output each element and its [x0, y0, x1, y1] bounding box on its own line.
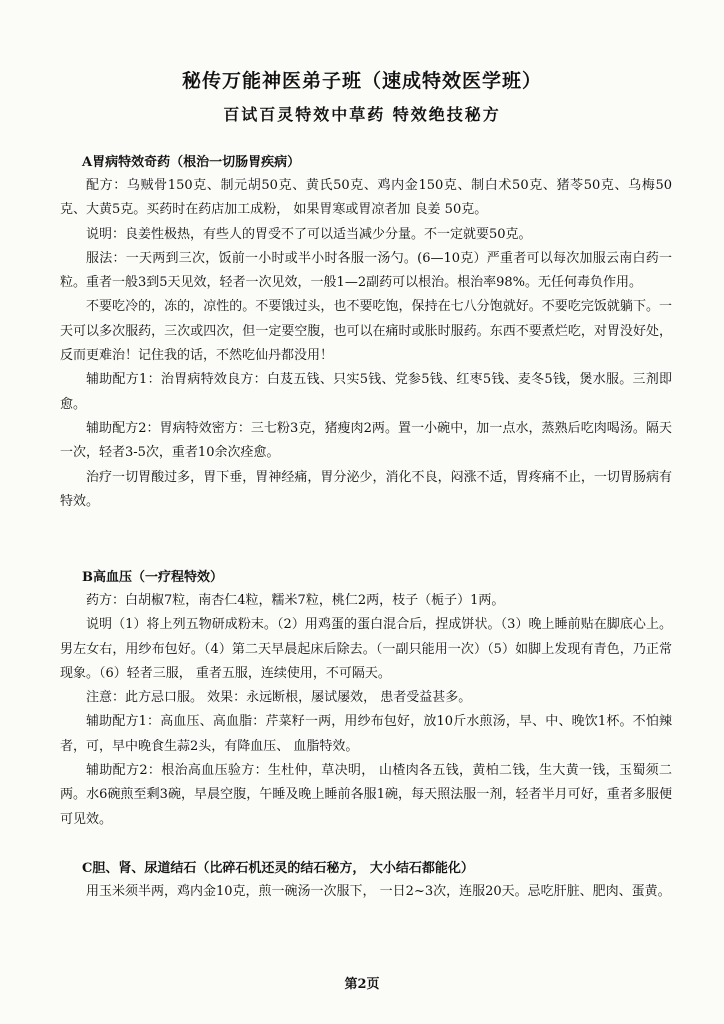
paragraph: 药方：白胡椒7粒，南杏仁4粒，糯米7粒，桃仁2两，枝子（栀子）1两。	[86, 593, 505, 608]
paragraph: 辅助配方2：胃病特效密方：三七粉3克，猪瘦肉2两。置一小碗中，加一点水，蒸熟后吃肉喝汤。隔天一次，轻者3-5次，重者10余次痊愈。	[60, 420, 672, 461]
section-heading: A胃病特效奇药（根治一切肠胃疾病）	[82, 155, 301, 170]
paragraph: 服法：一天两到三次，饭前一小时或半小时各服一汤勺。(6—10克）严重者可以每次加服云南白药一粒。重者一般3到5天见效，轻者一次见效，一般1—2副药可以根治。根治率98%。无任何毒负作用。	[60, 250, 672, 291]
section-hypertension	[60, 567, 672, 832]
paragraph: 辅助配方1：治胃病特效良方：白芨五钱、只实5钱、党参5钱、红枣5钱、麦冬5钱，煲水服。三剂即愈。	[60, 372, 672, 412]
paragraph: 治疗一切胃酸过多，胃下垂，胃神经痛，胃分泌少，消化不良，闷涨不适，胃疼痛不止，一切胃肠病有特效。	[60, 469, 672, 509]
paragraph: 辅助配方2：根治高血压验方：生杜仲，草决明， 山楂肉各五钱，黄柏二钱，生大黄一钱，玉蜀须二两。水6碗煎至剩3碗，早晨空腹，午睡及晚上睡前各服1碗，每天照法服一剂，轻者半月可好，重者多服便可见效。	[60, 763, 672, 827]
section-stones	[60, 858, 672, 904]
paragraph: 说明（1）将上列五物研成粉末。（2）用鸡蛋的蛋白混合后，捏成饼状。（3）晚上睡前贴在脚底心上。男左女右，用纱布包好。（4）第二天早晨起床后除去。（一副只能用一次）（5）如脚上发现有青色，乃正常现象。（6）轻者三服， 重者五服，连续使用，不可隔天。	[60, 617, 672, 681]
section-heading: B高血压（一疗程特效）	[82, 570, 223, 585]
page-title: 秘传万能神医弟子班（速成特效医学班）	[181, 70, 542, 92]
paragraph: 辅助配方1：高血压、高血脂：芹菜籽一两，用纱布包好，放10斤水煎汤，早、中、晚饮1杯。不怕辣者，可，早中晚食生蒜2头，有降血压、 血脂特效。	[60, 714, 672, 754]
paragraph: 用玉米须半两，鸡内金10克，煎一碗汤一次服下， 一日2~3次，连服20天。忌吃肝脏、肥肉、蛋黄。	[86, 884, 671, 899]
paragraph: 不要吃冷的，冻的，凉性的。不要饿过头，也不要吃饱，保持在七八分饱就好。不要吃完饭就躺下。一天可以多次服药，三次或四次，但一定要空腹，也可以在痛时或胀时服药。东西不要煮烂吃，对胃没好处，反而更难治！记住我的话，不然吃仙丹都没用！	[60, 299, 672, 364]
section-stomach	[60, 152, 672, 514]
paragraph: 配方：乌贼骨150克、制元胡50克、黄氏50克、鸡内金150克、制白术50克、猪苓50克、乌梅50克、大黄5克。买药时在药店加工成粉， 如果胃寒或胃凉者加 良姜 50克。	[60, 178, 672, 218]
page-number: 第2页	[344, 977, 380, 992]
paragraph: 说明：良姜性极热，有些人的胃受不了可以适当减少分量。不一定就要50克。	[86, 226, 532, 242]
page-subtitle: 百试百灵特效中草药 特效绝技秘方	[223, 105, 501, 124]
paragraph: 注意：此方忌口服。 效果：永远断根，屡试屡效， 患者受益甚多。	[86, 690, 472, 706]
section-heading: C胆、肾、尿道结石（比碎石机还灵的结石秘方， 大小结石都能化）	[82, 861, 474, 876]
